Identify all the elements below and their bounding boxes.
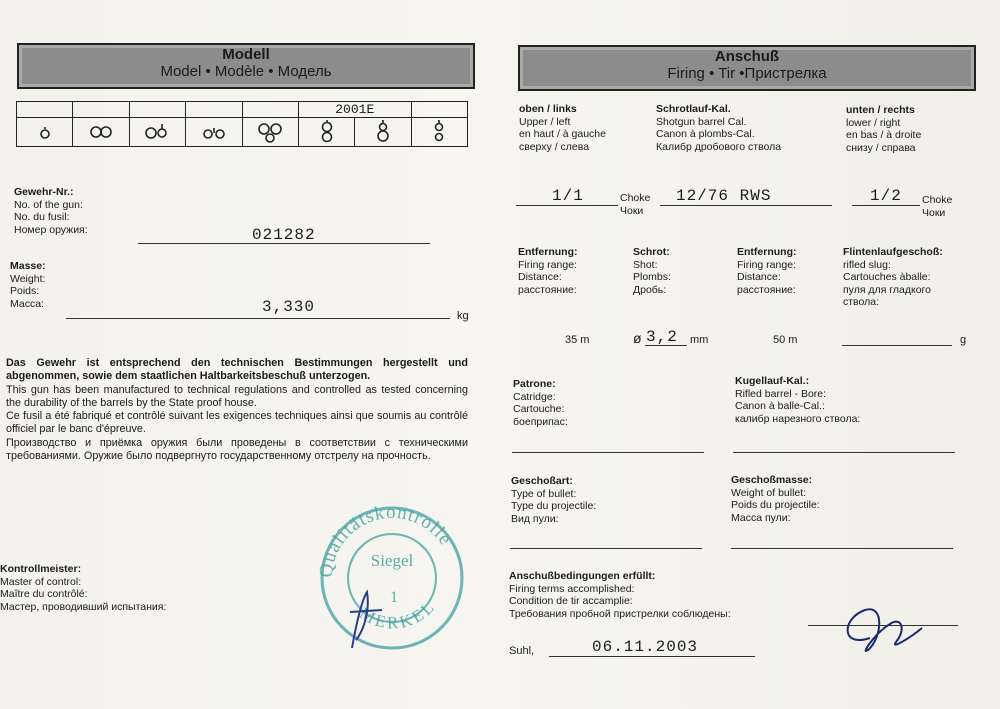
choke-upper-label — [620, 192, 650, 217]
bullet-type-line — [510, 548, 702, 549]
cartridge-labels — [513, 378, 568, 428]
shot-size-prefix: ø — [633, 330, 642, 346]
caliber-value: 12/76 RWS — [676, 187, 772, 205]
stamp-ring-text: Qualitätskontrolle — [315, 501, 457, 579]
gun-number-labels — [14, 186, 88, 236]
gun-number-value: 021282 — [252, 226, 316, 244]
model-header-title: Modell — [222, 46, 270, 63]
upper-left-fr: en haut / à gauche — [519, 128, 606, 140]
over-under-icon — [310, 120, 344, 144]
range-slug-ru: расстояние: — [737, 283, 796, 296]
shotgun-caliber-ru: Калибр дробового ствола — [656, 140, 782, 153]
shot-labels — [633, 246, 671, 296]
statement-fr: Ce fusil a été fabriqué et contrôlé suivant les exigences techniques ainsi que soumis au contrôlé officiel par le banc d'épreuve. — [6, 410, 468, 436]
rifled-barrel-fr: Canon à balle-Cal.: — [735, 400, 825, 412]
firing-header-title: Anschuß — [714, 48, 780, 65]
slug-de: Flintenlaufgeschoß: — [843, 246, 943, 258]
conditions-de: Anschußbedingungen erfüllt: — [509, 570, 656, 582]
choke-lower-label-ru: Чоки — [922, 206, 946, 219]
bullet-weight-fr: Poids du projectile: — [731, 499, 820, 511]
bullet-weight-ru: Масса пули: — [731, 511, 791, 524]
slug-ru-1: пуля для гладкого — [843, 283, 931, 296]
conditions-labels — [509, 570, 731, 620]
single-barrel-icon — [28, 120, 62, 144]
lower-right-en: lower / right — [846, 116, 901, 129]
slug-ru-2: ствола: — [843, 296, 880, 308]
range-shot-en: Firing range: — [518, 258, 577, 271]
over-under-combo-icon — [366, 120, 400, 144]
bullet-type-de: Geschoßart: — [511, 475, 573, 487]
shot-size-unit: mm — [690, 334, 709, 346]
date-line — [549, 656, 755, 657]
choke-upper-line — [516, 205, 618, 206]
master-label-fr: Maître du contrôlé: — [0, 588, 88, 600]
mass-label-ru: Масса: — [10, 297, 44, 310]
master-label-ru: Мастер, проводивший испытания: — [0, 600, 167, 613]
stamp-number: 1 — [390, 589, 398, 606]
range-shot-value: 35 m — [565, 334, 590, 346]
conditions-fr: Condition de tir accamplie: — [509, 595, 633, 607]
stamp-bottom-text: MERKEL — [356, 596, 440, 633]
cartridge-en: Catridge: — [513, 390, 556, 403]
master-labels — [0, 563, 166, 613]
slug-weight-line — [842, 345, 952, 346]
choke-lower-label — [922, 194, 952, 219]
model-header-subtitle: Model • Modèle • Модель — [160, 63, 332, 80]
side-by-side-icon — [84, 120, 118, 144]
shotgun-caliber-fr: Canon à plombs-Cal. — [656, 128, 755, 140]
conditions-en: Firing terms accomplished: — [509, 582, 635, 595]
bullet-type-en: Type of bullet: — [511, 487, 577, 500]
cartridge-line — [512, 452, 704, 453]
choke-lower-label-de: Choke — [922, 194, 953, 206]
choke-upper-label-ru: Чоки — [620, 204, 644, 217]
rifled-barrel-de: Kugellauf-Kal.: — [735, 375, 810, 387]
gun-number-label-de: Gewehr-Nr.: — [14, 186, 74, 198]
over-under-rifle-icon — [422, 120, 456, 144]
rifled-barrel-en: Rifled barrel - Bore: — [735, 387, 827, 400]
gun-number-label-en: No. of the gun: — [14, 198, 83, 211]
upper-left-labels — [519, 103, 606, 153]
rifled-barrel-ru: калибр нарезного ствола: — [735, 412, 861, 425]
date-value: 06.11.2003 — [592, 638, 699, 656]
lower-right-de: unten / rechts — [846, 104, 915, 116]
shot-ru: Дробь: — [633, 283, 667, 296]
slug-en: rifled slug: — [843, 258, 891, 271]
model-table — [16, 101, 468, 147]
choke-lower-line — [852, 205, 920, 206]
mass-labels — [10, 260, 46, 310]
lower-right-fr: en bas / à droite — [846, 129, 922, 141]
firing-header — [518, 45, 976, 91]
range-slug-labels — [737, 246, 797, 296]
range-shot-labels — [518, 246, 578, 296]
statement-ru: Производство и приёмка оружия были проведены в соответствии с техническими требованиями. Оружие было подвергнуто государственному отстрелу на прочность. — [6, 436, 468, 463]
drilling-icon — [253, 120, 287, 144]
bullet-weight-en: Weight of bullet: — [731, 486, 807, 499]
rifled-barrel-line — [733, 452, 955, 453]
bullet-weight-line — [731, 548, 953, 549]
mass-unit: kg — [457, 310, 469, 322]
place: Suhl, — [509, 645, 535, 657]
choke-upper-label-de: Choke — [620, 192, 651, 204]
shot-de: Schrot: — [633, 246, 670, 258]
bullet-type-labels — [511, 475, 596, 525]
shotgun-caliber-en: Shotgun barrel Cal. — [656, 115, 747, 128]
mass-label-en: Weight: — [10, 272, 46, 285]
mass-label-de: Masse: — [10, 260, 46, 272]
master-label-de: Kontrollmeister: — [0, 563, 82, 575]
range-slug-en: Firing range: — [737, 258, 796, 271]
choke-lower-value: 1/2 — [870, 187, 902, 205]
range-shot-ru: расстояние: — [518, 283, 577, 296]
range-shot-de: Entfernung: — [518, 246, 578, 258]
statement — [6, 357, 468, 463]
model-number: 2001E — [298, 102, 411, 118]
side-by-side-rifle-icon — [140, 120, 174, 144]
rifled-barrel-labels — [735, 375, 860, 425]
shotgun-caliber-de: Schrotlauf-Kal. — [656, 103, 731, 115]
slug-fr: Cartouches àballe: — [843, 271, 931, 283]
model-header — [17, 43, 475, 89]
bullet-weight-de: Geschoßmasse: — [731, 474, 813, 486]
range-slug-value: 50 m — [773, 334, 798, 346]
cartridge-de: Patrone: — [513, 378, 556, 390]
shot-en: Shot: — [633, 258, 658, 271]
choke-upper-value: 1/1 — [552, 187, 584, 205]
conditions-ru: Требования пробной пристрелки соблюдены: — [509, 607, 731, 620]
mass-line — [66, 318, 450, 319]
bullet-weight-labels — [731, 474, 820, 524]
side-by-side-double-rifle-icon — [197, 120, 231, 144]
official-signature — [830, 598, 930, 668]
firing-header-subtitle: Firing • Tir •Пристрелка — [667, 65, 827, 82]
bullet-type-ru: Вид пули: — [511, 512, 559, 525]
upper-left-en: Upper / left — [519, 115, 571, 128]
mass-label-fr: Poids: — [10, 285, 40, 297]
stamp-center-text: Siegel — [370, 551, 414, 570]
cartridge-fr: Cartouche: — [513, 403, 565, 415]
shotgun-caliber-labels — [656, 103, 781, 153]
bullet-type-fr: Type du projectile: — [511, 500, 597, 512]
master-label-en: Master of control: — [0, 575, 82, 588]
mass-value: 3,330 — [262, 298, 316, 316]
caliber-line — [660, 205, 832, 206]
shot-fr: Plombs: — [633, 271, 671, 283]
range-slug-de: Entfernung: — [737, 246, 797, 258]
range-slug-fr: Distance: — [737, 271, 781, 283]
lower-right-labels — [846, 104, 921, 154]
slug-labels — [843, 246, 943, 309]
statement-en: This gun has been manufactured to technical regulations and controlled as tested concerning the durability of the barrels by the State proof house. — [6, 383, 468, 409]
gun-number-label-ru: Номер оружия: — [14, 223, 88, 236]
range-shot-fr: Distance: — [518, 271, 562, 283]
upper-left-de: oben / links — [519, 103, 577, 115]
shot-size-value: 3,2 — [646, 328, 678, 346]
lower-right-ru: снизу / справа — [846, 141, 916, 154]
gun-number-label-fr: No. du fusil: — [14, 211, 70, 223]
cartridge-ru: боеприпас: — [513, 415, 568, 428]
upper-left-ru: сверху / слева — [519, 140, 590, 153]
quality-stamp — [312, 500, 472, 650]
slug-weight-unit: g — [960, 334, 967, 346]
statement-de: Das Gewehr ist entsprechend den technischen Bestimmungen hergestellt und abgenommen, sowie dem staatlichen Haltbarkeitsbeschuß unterzogen. — [6, 357, 468, 383]
